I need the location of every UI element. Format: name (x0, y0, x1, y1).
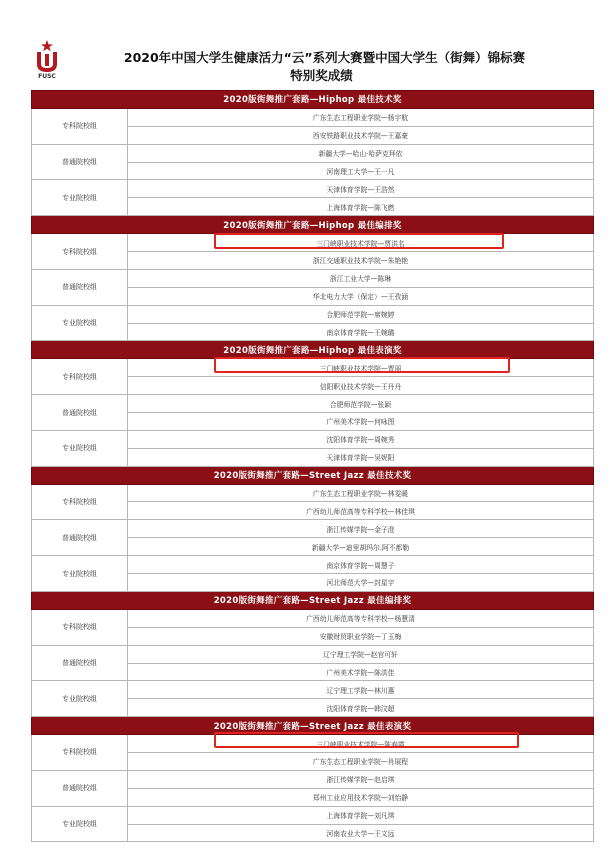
winner-entry-cell: 南京体育学院—周慧子 (128, 556, 594, 574)
document-header (0, 0, 613, 90)
table-row (32, 108, 594, 126)
group-name-cell: 普通院校组 (32, 144, 128, 180)
table-row (32, 806, 594, 824)
section-header-row (32, 216, 594, 234)
winner-entry-cell: 广东生态工程职业学院—杨宇航 (128, 108, 594, 126)
winner-entry-cell: 三门峡职业技术学院—贾洪名 (128, 234, 594, 252)
table-row (32, 144, 594, 162)
table-row (32, 556, 594, 574)
section-title: 2020版街舞推广套路—Hiphop 最佳编排奖 (32, 216, 594, 234)
winner-entry-cell: 沈阳体育学院—韩汶超 (128, 699, 594, 717)
winner-entry-cell: 郑州工业应用技术学院—刘怡静 (128, 788, 594, 806)
section-title: 2020版街舞推广套路—Street Jazz 最佳技术奖 (32, 466, 594, 484)
group-name-cell: 专科院校组 (32, 484, 128, 520)
winner-entry-cell: 天津体育学院—王浩然 (128, 180, 594, 198)
winner-entry-cell: 南京体育学院—王婉璐 (128, 323, 594, 341)
results-table (31, 90, 594, 842)
winner-entry-cell: 浙江交通职业技术学院—朱艳艳 (128, 252, 594, 270)
table-row (32, 484, 594, 502)
group-name-cell: 普通院校组 (32, 269, 128, 305)
winner-entry-cell: 华北电力大学（保定）—王孜涵 (128, 287, 594, 305)
group-name-cell: 专业院校组 (32, 305, 128, 341)
winner-entry-cell: 辽宁理工学院—赵官可轩 (128, 645, 594, 663)
winner-entry-cell: 广东生态工程职业学院—林雯暖 (128, 484, 594, 502)
winner-entry-cell: 新疆大学—迪里胡玛尔.阿不都勒 (128, 538, 594, 556)
winner-entry-cell: 广东生态工程职业学院—肖展程 (128, 752, 594, 770)
group-name-cell: 专业院校组 (32, 681, 128, 717)
winner-entry-cell: 浙江传媒学院—金子澄 (128, 520, 594, 538)
table-row (32, 520, 594, 538)
table-row (32, 180, 594, 198)
section-title: 2020版街舞推广套路—Hiphop 最佳表演奖 (32, 341, 594, 359)
group-name-cell: 专业院校组 (32, 556, 128, 592)
table-row (32, 395, 594, 413)
group-name-cell: 专业院校组 (32, 806, 128, 842)
section-title: 2020版街舞推广套路—Hiphop 最佳技术奖 (32, 91, 594, 109)
group-name-cell: 专业院校组 (32, 430, 128, 466)
winner-entry-cell: 河北师范大学—封星宇 (128, 574, 594, 592)
winner-entry-cell: 安徽财贸职业学院—丁玉梅 (128, 627, 594, 645)
winner-entry-cell: 天津体育学院—吴妮阳 (128, 448, 594, 466)
group-name-cell: 普通院校组 (32, 645, 128, 681)
table-row (32, 681, 594, 699)
winner-entry-cell: 辽宁理工学院—林川惠 (128, 681, 594, 699)
group-name-cell: 普通院校组 (32, 395, 128, 431)
winner-entry-cell: 广西幼儿师范高等专科学校—杨慧清 (128, 609, 594, 627)
table-row (32, 305, 594, 323)
section-title: 2020版街舞推广套路—Street Jazz 最佳编排奖 (32, 591, 594, 609)
winner-entry-cell: 西安铁路职业技术学院—王嘉豪 (128, 126, 594, 144)
winner-entry-cell: 上海体育学院—刘凡琪 (128, 806, 594, 824)
winner-entry-cell: 浙江传媒学院—赵启琪 (128, 770, 594, 788)
highlight-box-hiphop-performance (214, 357, 510, 373)
group-name-cell: 专科院校组 (32, 609, 128, 645)
group-name-cell: 专业院校组 (32, 180, 128, 216)
winner-entry-cell: 广州美术学院—何咏图 (128, 413, 594, 431)
group-name-cell: 专科院校组 (32, 359, 128, 395)
group-name-cell: 专科院校组 (32, 108, 128, 144)
winner-entry-cell: 上海体育学院—陈飞燃 (128, 198, 594, 216)
table-row (32, 269, 594, 287)
winner-entry-cell: 浙江工业大学—陈琳 (128, 269, 594, 287)
table-row (32, 645, 594, 663)
section-title: 2020版街舞推广套路—Street Jazz 最佳表演奖 (32, 717, 594, 735)
group-name-cell: 专科院校组 (32, 234, 128, 270)
page-title: 2020年中国大学生健康活力“云”系列大赛暨中国大学生（街舞）锦标赛 (123, 50, 526, 65)
group-name-cell: 普通院校组 (32, 770, 128, 806)
logo-text: FUSC (38, 73, 56, 80)
winner-entry-cell: 三门峡职业技术学院—陈春霞 (128, 735, 594, 753)
highlight-box-jazz-performance (214, 732, 519, 748)
group-name-cell: 专科院校组 (32, 735, 128, 771)
group-name-cell: 普通院校组 (32, 520, 128, 556)
winner-entry-cell: 河南农业大学—王文远 (128, 824, 594, 842)
table-row (32, 770, 594, 788)
winner-entry-cell: 三门峡职业技术学院—贾丽 (128, 359, 594, 377)
table-row (32, 430, 594, 448)
winner-entry-cell: 河南理工大学—王一凡 (128, 162, 594, 180)
winner-entry-cell: 新疆大学—哈山·哈萨克拜依 (128, 144, 594, 162)
winner-entry-cell: 合肥师范学院—张颖 (128, 395, 594, 413)
winner-entry-cell: 广州美术学院—陈洪佳 (128, 663, 594, 681)
table-row (32, 609, 594, 627)
page-subtitle: 特别奖成绩 (290, 68, 353, 83)
section-header-row (32, 91, 594, 109)
highlight-box-hiphop-choreography (214, 233, 504, 249)
winner-entry-cell: 合肥师范学院—席婉婷 (128, 305, 594, 323)
winner-entry-cell: 广西幼儿师范高等专科学校—林佳琪 (128, 502, 594, 520)
winner-entry-cell: 信阳职业技术学院—王丹丹 (128, 377, 594, 395)
winner-entry-cell: 沈阳体育学院—周婉秀 (128, 430, 594, 448)
section-header-row (32, 591, 594, 609)
section-header-row (32, 466, 594, 484)
